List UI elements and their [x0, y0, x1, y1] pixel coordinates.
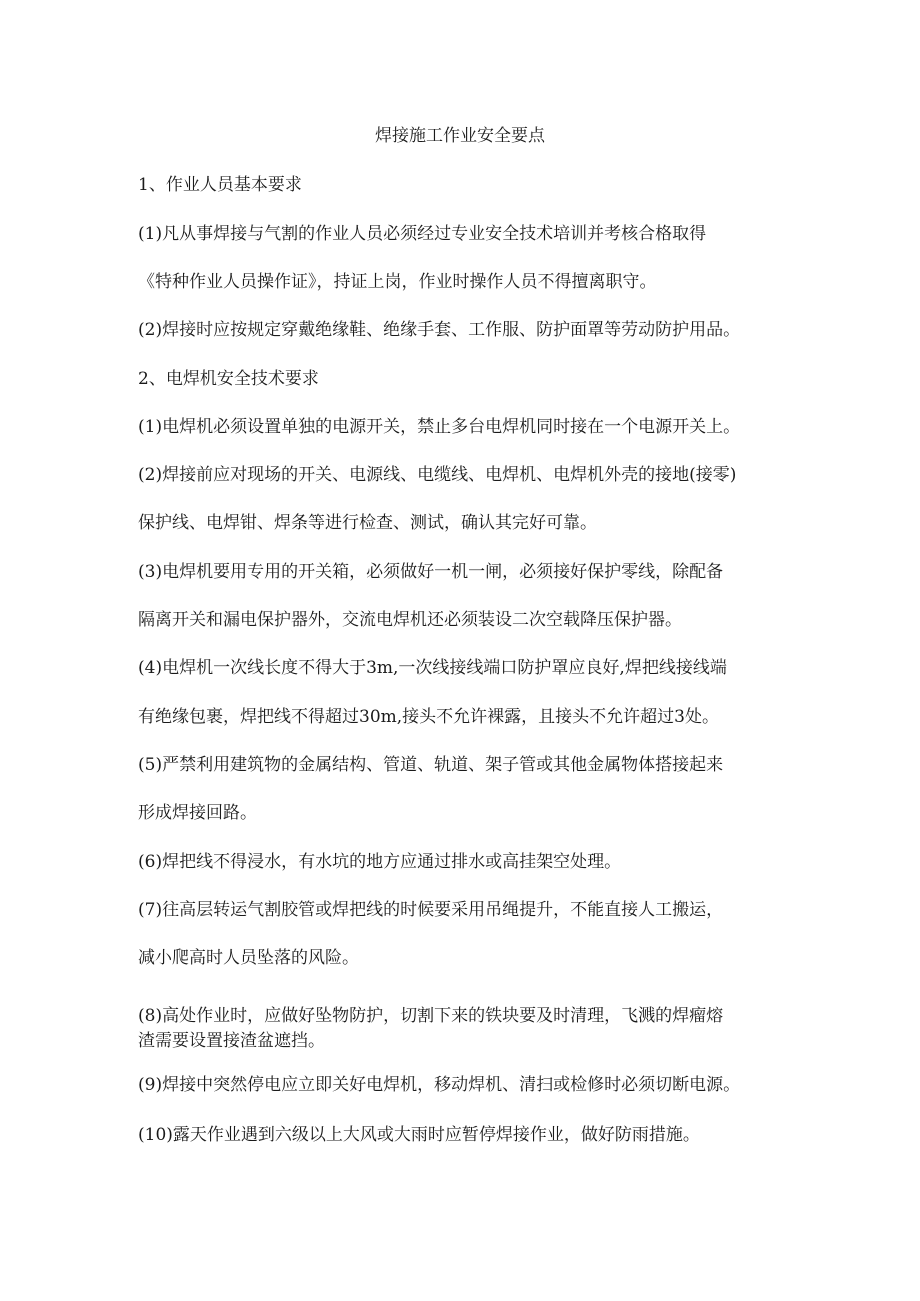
- paragraph-line: (1)电焊机必须设置单独的电源开关，禁止多台电焊机同时接在一个电源开关上。: [138, 417, 741, 437]
- paragraph-line: (8)高处作业时，应做好坠物防护，切割下来的铁块要及时清理，飞溅的焊瘤熔: [138, 1006, 724, 1026]
- paragraph-line: (10)露天作业遇到六级以上大风或大雨时应暂停焊接作业，做好防雨措施。: [138, 1125, 700, 1145]
- document-title: 焊接施工作业安全要点: [375, 126, 545, 146]
- paragraph-line: (9)焊接中突然停电应立即关好电焊机，移动焊机、清扫或检修时必须切断电源。: [138, 1075, 741, 1095]
- paragraph-line: (6)焊把线不得浸水，有水坑的地方应通过排水或高挂架空处理。: [138, 852, 622, 872]
- paragraph-line: (5)严禁利用建筑物的金属结构、管道、轨道、架子管或其他金属物体搭接起来: [138, 755, 724, 775]
- paragraph-line: (7)往高层转运气割胶管或焊把线的时候要采用吊绳提升，不能直接人工搬运，: [138, 900, 724, 920]
- paragraph-line: 形成焊接回路。: [138, 803, 257, 823]
- paragraph-line: 隔离开关和漏电保护器外，交流电焊机还必须装设二次空载降压保护器。: [138, 610, 682, 630]
- paragraph-line: 有绝缘包裹，焊把线不得超过30m,接头不允许裸露，且接头不允许超过3处。: [138, 707, 719, 727]
- paragraph-line: (1)凡从事焊接与气割的作业人员必须经过专业安全技术培训并考核合格取得: [138, 224, 707, 244]
- paragraph-line: (2)焊接时应按规定穿戴绝缘鞋、绝缘手套、工作服、防护面罩等劳动防护用品。: [138, 320, 741, 340]
- paragraph-line: (4)电焊机一次线长度不得大于3m,一次线接线端口防护罩应良好,焊把线接线端: [138, 658, 727, 678]
- section-heading-2: 2、电焊机安全技术要求: [138, 369, 319, 389]
- paragraph-line: 《特种作业人员操作证》，持证上岗，作业时操作人员不得擅离职守。: [138, 272, 657, 292]
- paragraph-line: 保护线、电焊钳、焊条等进行检查、测试，确认其完好可靠。: [138, 513, 597, 533]
- paragraph-line: 减小爬高时人员坠落的风险。: [138, 948, 359, 968]
- paragraph-line: (3)电焊机要用专用的开关箱，必须做好一机一闸，必须接好保护零线，除配备: [138, 562, 724, 582]
- section-heading-1: 1、作业人员基本要求: [138, 175, 302, 195]
- paragraph-line: 渣需要设置接渣盆遮挡。: [138, 1031, 325, 1051]
- paragraph-line: (2)焊接前应对现场的开关、电源线、电缆线、电焊机、电焊机外壳的接地(接零): [138, 465, 737, 485]
